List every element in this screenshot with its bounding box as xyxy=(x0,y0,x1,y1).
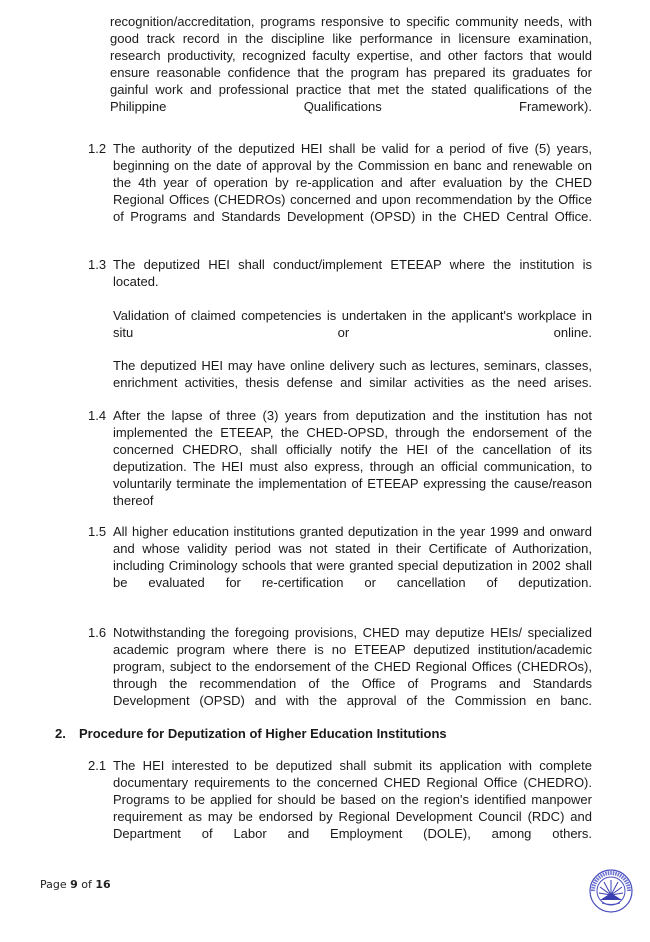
page-current: 9 xyxy=(70,878,78,891)
item-paragraph: The HEI interested to be deputized shall submit its application with complete documentary requirements to the concerned CHED Regional Office (CHEDRO). Programs to be applied for should be based on the region's identified manpower requirement as may be endorsed by Regional Development Council (RDC) and Department of Labor and Employment (DOLE), among others. xyxy=(113,758,592,841)
continuation-paragraph: recognition/accreditation, programs responsive to specific community needs, with good track record in the discipline like performance in licensure examination, research productivity, recognized faculty expertise, and other factors that would ensure reasonable confidence that the program has prepared its graduates for gainful work and professional practice that met the stated qualifications of the Philippine Qualifications Framework). xyxy=(110,14,592,114)
section-title: Procedure for Deputization of Higher Education Institutions xyxy=(79,726,447,741)
item-paragraph: All higher education institutions granted deputization in the year 1999 and onward and whose validity period was not stated in their Certificate of Authorization, including Criminology schools that were granted special deputization in 2002 shall be evaluated for re-certification or cancellation of deputization. xyxy=(113,524,592,590)
page-number xyxy=(40,878,111,891)
item-number: 1.6 xyxy=(88,625,107,640)
page-label: Page xyxy=(40,878,67,891)
ched-seal-icon xyxy=(588,868,634,914)
item-paragraph: The deputized HEI shall conduct/implement ETEEAP where the institution is located. xyxy=(113,257,592,289)
page-of: of xyxy=(81,878,92,891)
page-total: 16 xyxy=(95,878,111,891)
item-paragraph: The authority of the deputized HEI shall be valid for a period of five (5) years, beginning on the date of approval by the Commission en banc and renewable on the 4th year of operation by re-application and after evaluation by the CHED Regional Offices (CHEDROs) concerned and upon recommendation by the Office of Programs and Standards Development (OPSD) in the CHED Central Office. xyxy=(113,141,592,224)
item-number: 1.3 xyxy=(88,257,107,272)
item-number: 2.1 xyxy=(88,758,107,773)
section-number: 2. xyxy=(55,726,66,741)
item-number: 1.4 xyxy=(88,408,107,423)
item-number: 1.2 xyxy=(88,141,107,156)
item-paragraph: Validation of claimed competencies is undertaken in the applicant's workplace in situ or online. xyxy=(113,308,592,340)
item-paragraph: The deputized HEI may have online delivery such as lectures, seminars, classes, enrichment activities, thesis defense and similar activities as the need arises. xyxy=(113,358,592,390)
item-paragraph: Notwithstanding the foregoing provisions, CHED may deputize HEIs/ specialized academic program where there is no ETEEAP deputized institution/academic program, subject to the endorsement of the CHED Regional Offices (CHEDROs), through the recommendation of the Office of Programs and Standards Development (OPSD) and with the approval of the Commission en banc. xyxy=(113,625,592,708)
item-number: 1.5 xyxy=(88,524,107,539)
item-paragraph: After the lapse of three (3) years from deputization and the institution has not implemented the ETEEAP, the CHED-OPSD, through the endorsement of the concerned CHEDRO, shall officially notify the HEI of the cancellation of its deputization. The HEI must also express, through an official communication, to voluntarily terminate the implementation of ETEEAP expressing the cause/reason thereof xyxy=(113,408,592,508)
